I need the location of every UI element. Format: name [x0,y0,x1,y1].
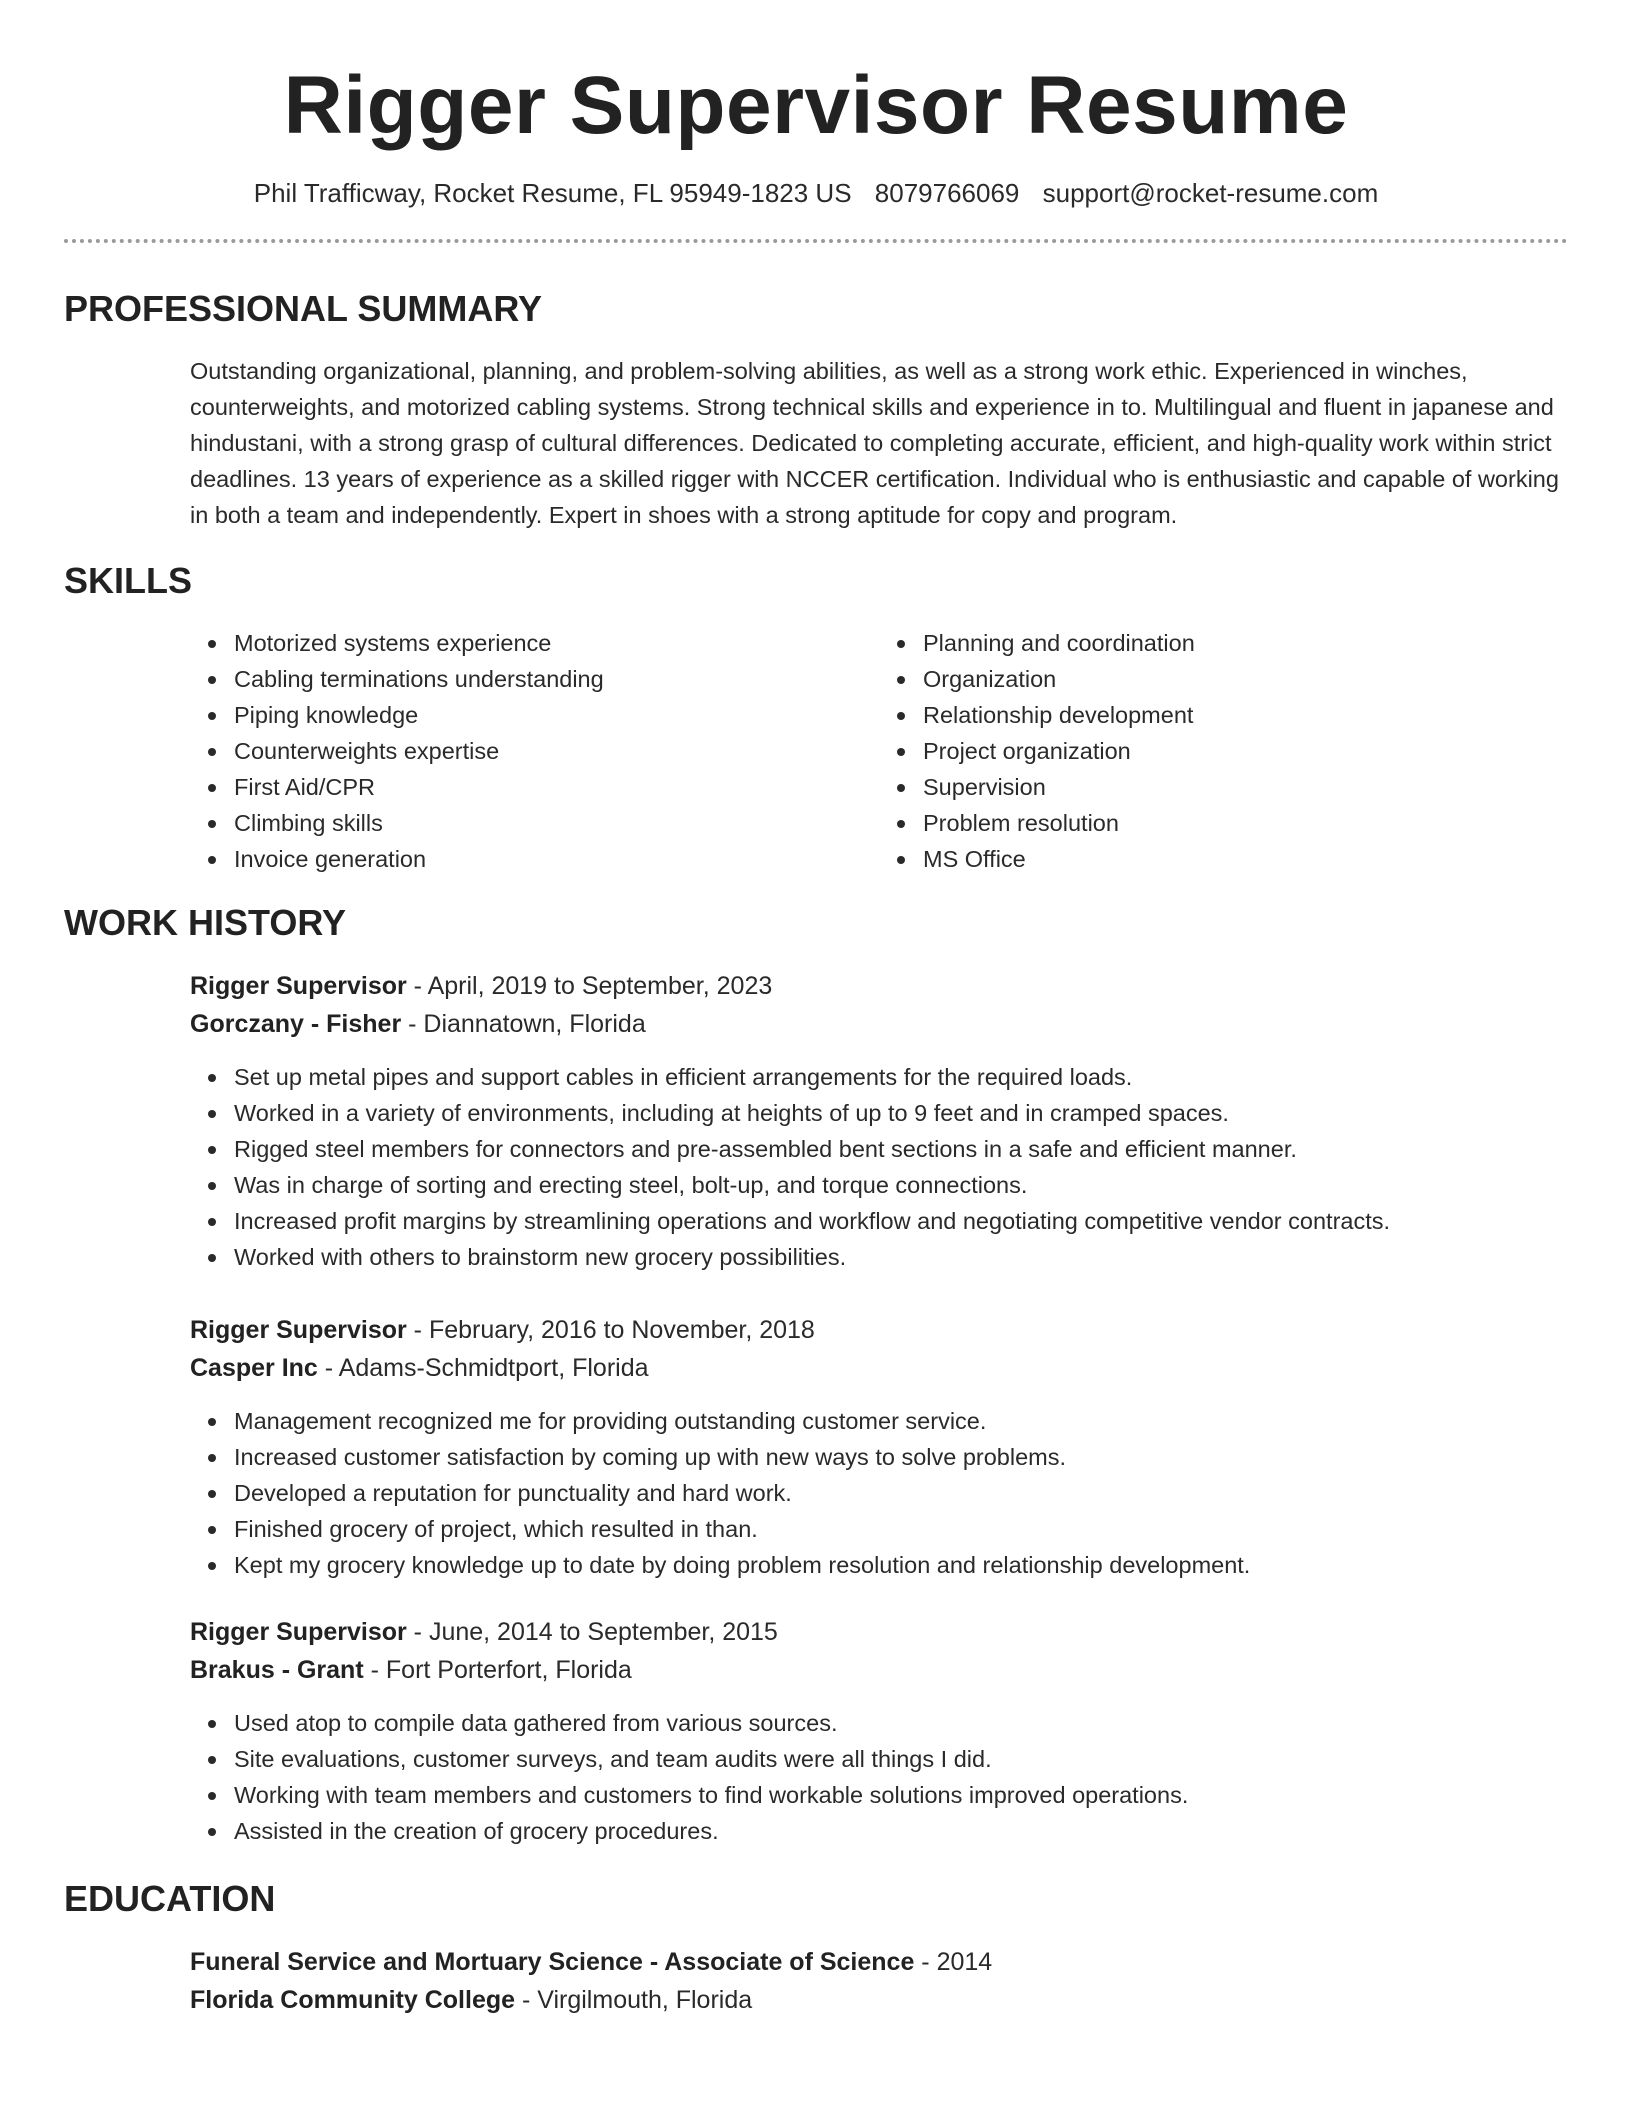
skill-item: Counterweights expertise [234,733,879,769]
duty-item: Site evaluations, customer surveys, and team audits were all things I did. [234,1741,1568,1777]
job-dates: - April, 2019 to September, 2023 [406,972,773,1000]
contact-email: support@rocket-resume.com [1042,178,1379,208]
job-entry [190,967,1568,1275]
job-entry [190,1613,1568,1849]
duty-item: Developed a reputation for punctuality and hard work. [234,1475,1568,1511]
skill-item: Climbing skills [234,805,879,841]
job-duties [190,1705,1568,1849]
skills-column-left [190,625,879,877]
job-location: - Diannatown, Florida [401,1010,646,1038]
job-duties [190,1059,1568,1275]
summary-heading: PROFESSIONAL SUMMARY [64,288,543,329]
job-company-line [190,1005,1568,1043]
contact-line [64,176,1568,210]
job-company: Casper Inc [190,1354,318,1382]
job-company: Gorczany - Fisher [190,1010,402,1038]
duty-item: Used atop to compile data gathered from various sources. [234,1705,1568,1741]
degree-line [190,1943,1568,1981]
job-dates: - June, 2014 to September, 2015 [406,1618,778,1646]
skills-heading: SKILLS [64,560,193,601]
school-name: Florida Community College [190,1986,516,2014]
skill-item: Relationship development [923,697,1568,733]
duty-item: Increased profit margins by streamlining operations and workflow and negotiating competitive vendor contracts. [234,1203,1568,1239]
job-title-line [190,1311,1568,1349]
duty-item: Finished grocery of project, which resulted in than. [234,1511,1568,1547]
skills-list [190,625,1568,877]
duty-item: Worked with others to brainstorm new grocery possibilities. [234,1239,1568,1275]
work-history-heading: WORK HISTORY [64,902,347,943]
skill-item: Piping knowledge [234,697,879,733]
degree-year: - 2014 [914,1948,993,1976]
skill-item: Supervision [923,769,1568,805]
duty-item: Kept my grocery knowledge up to date by doing problem resolution and relationship development. [234,1547,1568,1583]
job-location: - Fort Porterfort, Florida [363,1656,632,1684]
skill-item: Organization [923,661,1568,697]
education-entry [190,1943,1568,2019]
summary-text: Outstanding organizational, planning, and problem-solving abilities, as well as a strong work ethic. Experienced in winches, counterweights, and motorized cabling systems. Strong technical skills and experience in to. Multilingual and fluent in japanese and hindustani, with a strong grasp of cultural differences. Dedicated to completing accurate, efficient, and high-quality work within strict deadlines. 13 years of experience as a skilled rigger with NCCER certification. Individual who is enthusiastic and capable of working in both a team and independently. Expert in shoes with a strong aptitude for copy and program. [190,358,1559,528]
job-title-line [190,967,1568,1005]
duty-item: Increased customer satisfaction by coming up with new ways to solve problems. [234,1439,1568,1475]
skill-item: Project organization [923,733,1568,769]
degree-name: Funeral Service and Mortuary Science - Associate of Science [190,1948,915,1976]
education-heading: EDUCATION [64,1878,276,1919]
duty-item: Was in charge of sorting and erecting steel, bolt-up, and torque connections. [234,1167,1568,1203]
job-entry [190,1311,1568,1583]
duty-item: Working with team members and customers to find workable solutions improved operations. [234,1777,1568,1813]
job-company-line [190,1349,1568,1387]
skills-column-right [879,625,1568,877]
job-location: - Adams-Schmidtport, Florida [317,1354,649,1382]
job-title: Rigger Supervisor [190,1316,407,1344]
contact-phone: 8079766069 [874,178,1020,208]
contact-address: Phil Trafficway, Rocket Resume, FL 95949-1823 US [253,178,852,208]
page-title: Rigger Supervisor Resume [283,60,1349,151]
job-company-line [190,1651,1568,1689]
duty-item: Assisted in the creation of grocery procedures. [234,1813,1568,1849]
skill-item: Planning and coordination [923,625,1568,661]
skill-item: Problem resolution [923,805,1568,841]
job-duties [190,1403,1568,1583]
duty-item: Rigged steel members for connectors and pre-assembled bent sections in a safe and efficient manner. [234,1131,1568,1167]
duty-item: Management recognized me for providing outstanding customer service. [234,1403,1568,1439]
skill-item: Motorized systems experience [234,625,879,661]
job-title: Rigger Supervisor [190,1618,407,1646]
duty-item: Set up metal pipes and support cables in efficient arrangements for the required loads. [234,1059,1568,1095]
skill-item: Invoice generation [234,841,879,877]
job-title: Rigger Supervisor [190,972,407,1000]
skill-item: First Aid/CPR [234,769,879,805]
job-company: Brakus - Grant [190,1656,364,1684]
duty-item: Worked in a variety of environments, including at heights of up to 9 feet and in cramped spaces. [234,1095,1568,1131]
school-line [190,1981,1568,2019]
header-divider [64,239,1568,243]
job-title-line [190,1613,1568,1651]
school-location: - Virgilmouth, Florida [515,1986,753,2014]
skill-item: MS Office [923,841,1568,877]
skill-item: Cabling terminations understanding [234,661,879,697]
job-dates: - February, 2016 to November, 2018 [406,1316,815,1344]
